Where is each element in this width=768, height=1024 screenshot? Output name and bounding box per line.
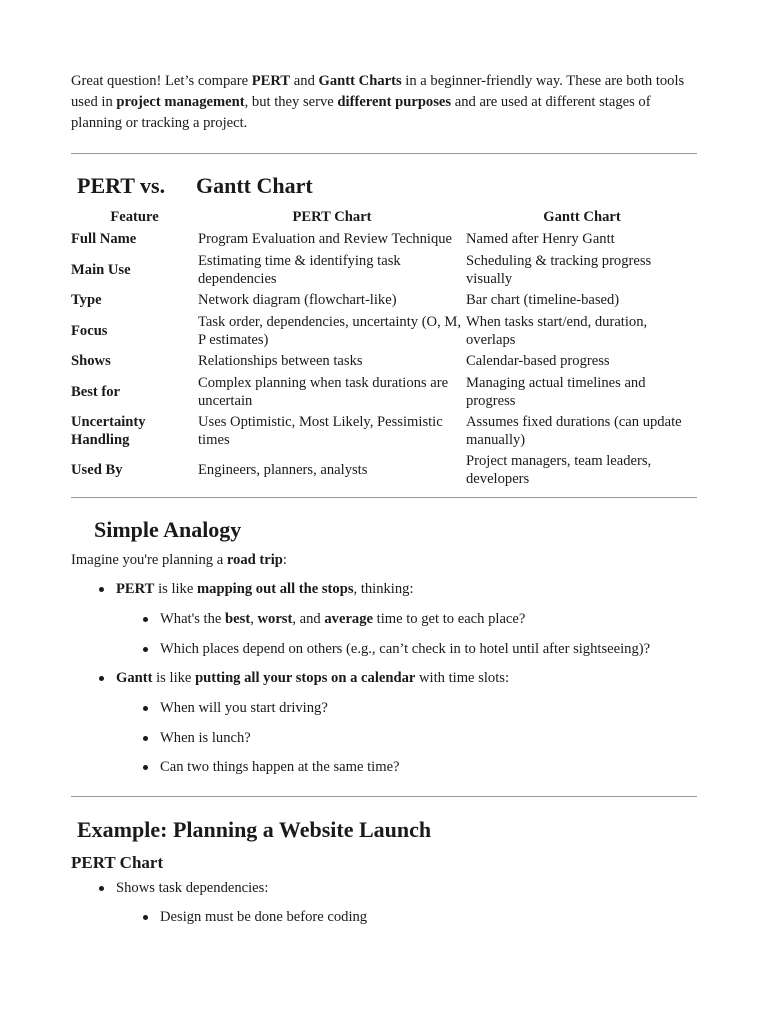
table-row (71, 411, 698, 450)
list-item (160, 639, 650, 660)
list-item (160, 728, 251, 749)
table-row (71, 250, 698, 289)
gantt-cell: Assumes fixed durations (can update manually) (466, 413, 682, 448)
bullet-icon (99, 587, 104, 592)
gantt-cell: When tasks start/end, duration, overlaps (466, 313, 648, 348)
list-item (116, 579, 414, 600)
bullet-icon (143, 706, 148, 711)
gantt-cell: Calendar-based progress (466, 353, 610, 369)
lead-bold: road trip (226, 552, 283, 568)
intro-bold-pert: PERT (251, 73, 291, 89)
table-header-row (71, 206, 698, 228)
table-row (71, 350, 698, 372)
header-feature: Feature (110, 209, 159, 225)
intro-text: Great question! Let’s compare (71, 73, 252, 89)
comparison-table (71, 206, 698, 489)
pert-cell: Estimating time & identifying task dependencies (198, 252, 401, 287)
feature-cell: Focus (71, 322, 108, 339)
intro-text: and (290, 73, 319, 89)
lead-text: Imagine you're planning a (71, 552, 227, 568)
divider (71, 497, 697, 498)
gantt-cell: Project managers, team leaders, developers (466, 452, 652, 487)
text: with time slots: (415, 670, 510, 686)
text: , thinking: (353, 581, 414, 597)
divider (71, 153, 697, 154)
text: When is lunch? (160, 730, 251, 746)
feature-cell: Best for (71, 383, 121, 400)
text: Can two things happen at the same time? (160, 759, 400, 775)
text: , and (292, 611, 325, 627)
bullet-icon (143, 915, 148, 920)
text: Design must be done before coding (160, 909, 368, 925)
pert-cell: Complex planning when task durations are uncertain (198, 374, 449, 409)
feature-cell: Full Name (71, 231, 137, 247)
table-row (71, 311, 698, 350)
text: Shows task dependencies: (116, 880, 269, 896)
text: time to get to each place? (373, 611, 526, 627)
list-item (160, 698, 328, 719)
intro-bold-pm: project management (116, 94, 245, 110)
list-item (160, 757, 400, 778)
header-gantt: Gantt Chart (543, 209, 621, 225)
example-subtitle: PERT Chart (71, 853, 164, 872)
gantt-cell: Named after Henry Gantt (466, 231, 615, 247)
bullet-icon (143, 647, 148, 652)
bold-text: putting all your stops on a calendar (195, 670, 416, 686)
feature-cell: Shows (71, 353, 111, 369)
comparison-title-left: PERT vs. (77, 173, 166, 198)
bold-text: PERT (116, 581, 155, 597)
pert-cell: Task order, dependencies, uncertainty (O, M, P estimates) (198, 313, 462, 348)
pert-cell: Engineers, planners, analysts (198, 461, 368, 478)
lead-text: : (282, 552, 287, 568)
bold-text: average (324, 611, 373, 627)
bullet-icon (143, 765, 148, 770)
bullet-icon (99, 886, 104, 891)
bold-text: mapping out all the stops (197, 581, 354, 597)
feature-cell: Uncertainty Handling (71, 413, 146, 448)
list-item (160, 609, 525, 630)
intro-text: in a beginner-friendly way. These are both tools used in (71, 73, 685, 110)
pert-cell: Relationships between tasks (198, 353, 363, 369)
divider (71, 796, 697, 797)
list-item (116, 668, 509, 689)
analogy-title: Simple Analogy (94, 517, 242, 542)
intro-bold-gantt: Gantt Charts (318, 73, 402, 89)
text: , (250, 611, 258, 627)
table-row (71, 372, 698, 411)
text: is like (152, 670, 196, 686)
feature-cell: Used By (71, 461, 123, 478)
bold-text: worst (257, 611, 293, 627)
intro-bold-purposes: different purposes (337, 94, 452, 110)
text: What's the (160, 611, 226, 627)
feature-cell: Type (71, 292, 102, 308)
comparison-title-right: Gantt Chart (196, 173, 313, 198)
pert-cell: Program Evaluation and Review Technique (198, 231, 453, 247)
gantt-cell: Bar chart (timeline-based) (466, 292, 620, 308)
list-item (160, 907, 367, 928)
intro-text: , but they serve (244, 94, 338, 110)
bold-text: best (225, 611, 251, 627)
gantt-cell: Scheduling & tracking progress visually (466, 252, 652, 287)
intro-paragraph (71, 71, 698, 134)
gantt-cell: Managing actual timelines and progress (466, 374, 646, 409)
analogy-lead (71, 550, 287, 571)
intro-text: and are used at different stages of planning or tracking a project. (71, 94, 651, 131)
bullet-icon (143, 617, 148, 622)
text: is like (154, 581, 197, 597)
pert-cell: Uses Optimistic, Most Likely, Pessimistic times (198, 413, 443, 448)
bold-text: Gantt (116, 670, 153, 686)
bullet-icon (143, 736, 148, 741)
table-row (71, 450, 698, 489)
pert-cell: Network diagram (flowchart-like) (198, 292, 397, 308)
table-row (71, 228, 698, 250)
table-row (71, 289, 698, 311)
feature-cell: Main Use (71, 261, 131, 278)
bullet-icon (99, 676, 104, 681)
header-pert: PERT Chart (292, 209, 372, 225)
list-item (116, 878, 268, 899)
text: Which places depend on others (e.g., can’t check in to hotel until after sightseeing)? (160, 641, 651, 657)
example-title: Example: Planning a Website Launch (77, 817, 432, 842)
text: When will you start driving? (160, 700, 328, 716)
